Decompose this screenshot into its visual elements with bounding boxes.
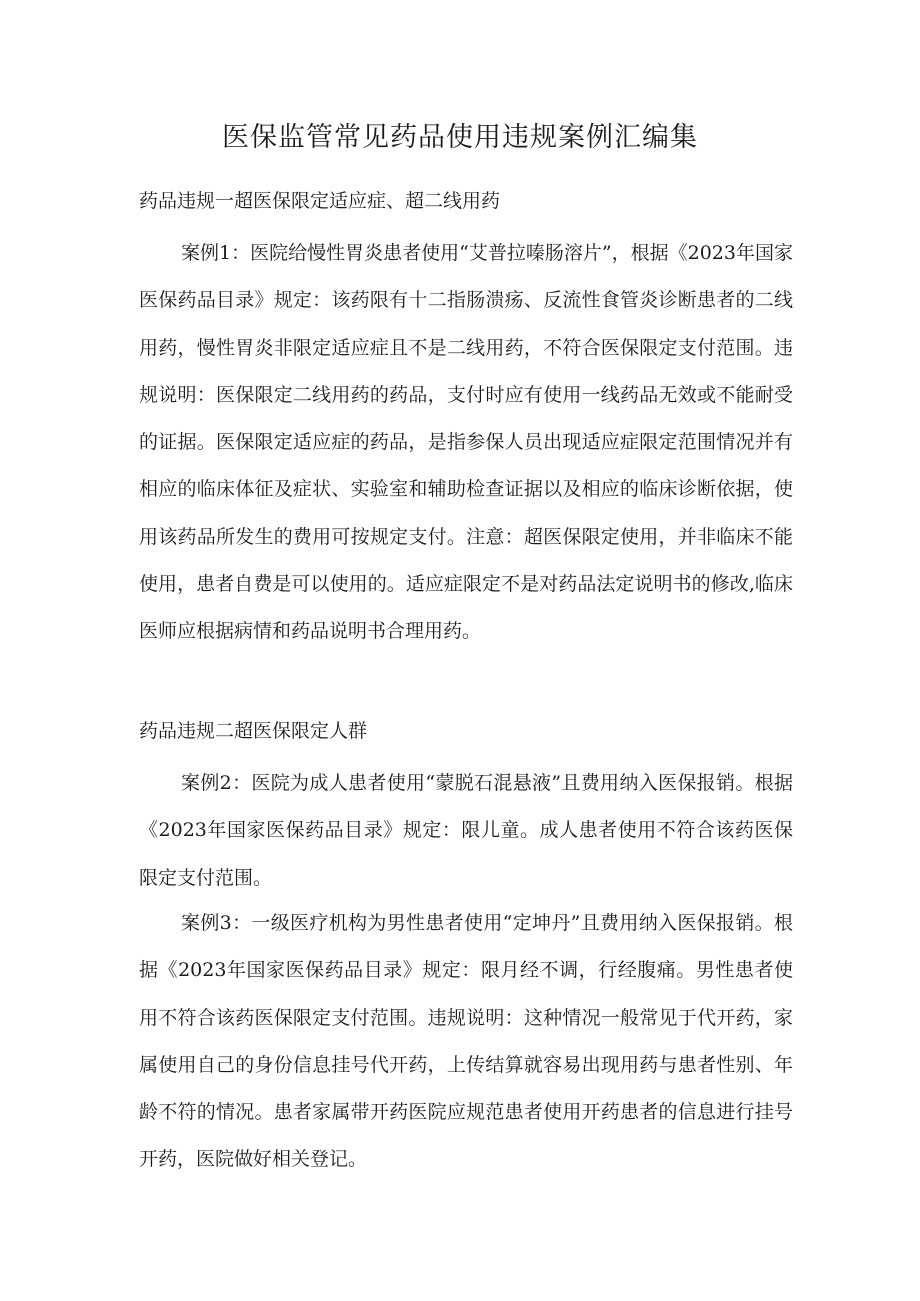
case-1-paragraph: 案例1：医院给慢性胃炎患者使用“艾普拉嗪肠溶片”，根据《2023年国家医保药品目录》规定：该药限有十二指肠溃疡、反流性食管炎诊断患者的二线用药，慢性胃炎非限定适应症且不是二线用药，不符合医保限定支付范围。违规说明：医保限定二线用药的药品，支付时应有使用一线药品无效或不能耐受的证据。医保限定适应症的药品，是指参保人员出现适应症限定范围情况并有相应的临床体征及症状、实验室和辅助检查证据以及相应的临床诊断依据，使用该药品所发生的费用可按规定支付。注意：超医保限定使用，并非临床不能使用，患者自费是可以使用的。适应症限定不是对药品法定说明书的修改,临床医师应根据病情和药品说明书合理用药。 [139, 242, 793, 643]
case-2-paragraph: 案例2：医院为成人患者使用“蒙脱石混悬液”且费用纳入医保报销。根据《2023年国家医保药品目录》规定：限儿童。成人患者使用不符合该药医保限定支付范围。 [139, 772, 793, 889]
page-title: 医保监管常见药品使用违规案例汇编集 [222, 122, 698, 153]
case-3-paragraph: 案例3：一级医疗机构为男性患者使用“定坤丹”且费用纳入医保报销。根据《2023年国家医保药品目录》规定：限月经不调，行经腹痛。男性患者使用不符合该药医保限定支付范围。违规说明：这种情况一般常见于代开药，家属使用自己的身份信息挂号代开药，上传结算就容易出现用药与患者性别、年龄不符的情况。患者家属带开药医院应规范患者使用开药患者的信息进行挂号开药，医院做好相关登记。 [139, 912, 793, 1171]
section-heading-2: 药品违规二超医保限定人群 [139, 720, 368, 742]
section-heading-1: 药品违规一超医保限定适应症、超二线用药 [139, 190, 501, 212]
